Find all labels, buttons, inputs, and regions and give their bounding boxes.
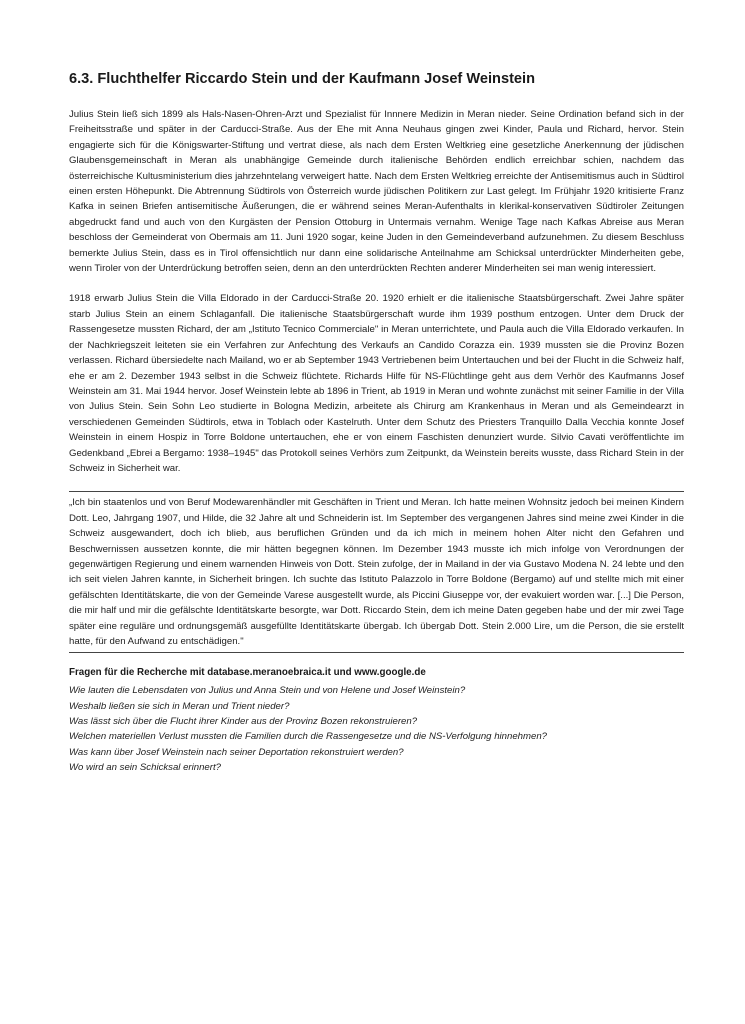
research-question: Weshalb ließen sie sich in Meran und Trient nieder? [69,700,290,712]
research-heading: Fragen für die Recherche mit database.meranoebraica.it und www.google.de [69,667,426,679]
interrogation-quote: „Ich bin staatenlos und von Beruf Modewarenhändler mit Geschäften in Trient und Meran. Ich hatte meinen Wohnsitz jedoch bei meinen Kindern Dott. Leo, Jahrgang 1907, und Hilde, die 32 Jahre alt und Schneiderin ist. Im September des vergangenen Jahres sind meine zwei Kinder in die Schweiz ausgewandert, doch ich blieb, aus beruflichen Gründen und da ich mich in meinem hohen Alter nicht den Gefahren und Beschwernissen aussetzen konnte, die mir hätten begegnen können. Im Dezember 1943 musste ich mich infolge von Verordnungen der gegenwärtigen Regierung und einem warnenden Hinweis von Dott. Stein zufolge, der in Mailand in der via Gustavo Modena N. 24 lebte und den ich seit vielen Jahren kannte, in Sicherheit bringen. Ich suchte das Istituto Palazzolo in Torre Boldone (Bergamo) auf und stellte mich mit einer gefälschten Identitätskarte, die von der Gemeinde Varese ausgestellt wurde, als Piccini Giuseppe vor, der evakuiert worden war. [...] Die Person, die mir half und mir die gefälschte Identitätskarte besorgte, war Dott. Riccardo Stein, dem ich meine Daten gegeben habe und der mir zwei Tage später eine reguläre und ordnungsgemäß ausgefüllte Identitätskarte übergab. Ich übergab Dott. Stein 2.000 Lire, um die Person, die sie erstellt hatte, für den Aufwand zu entschädigen." [69,491,684,653]
research-question: Was lässt sich über die Flucht ihrer Kinder aus der Provinz Bozen rekonstruieren? [69,716,418,727]
section-heading: 6.3. Fluchthelfer Riccardo Stein und der Kaufmann Josef Weinstein [69,71,536,87]
research-question: Was kann über Josef Weinstein nach seiner Deportation rekonstruiert werden? [69,746,404,758]
paragraph-julius-stein: Julius Stein ließ sich 1899 als Hals-Nasen-Ohren-Arzt und Spezialist für Innnere Medizin in Meran nieder. Seine Ordination befand sich in der Freiheitsstraße und später in der Carducci-Straße. Aus der Ehe mit Anna Neuhaus gingen zwei Kinder, Paula und Richard, hervor. Stein engagierte sich für die Königswarter-Stiftung und vertrat diese, als nach dem Ersten Weltkrieg eine gesetzliche Anerkennung der jüdischen Glaubensgemeinschaft in Meran als unabhängige Gemeinde durch italienische Behörden endlich erreichbar schien, nachdem das österreichische Kultusministerium dies jahrzehntelang verweigert hatte. Nach dem Ersten Weltkrieg erreichte der Antisemitismus auch in Südtirol einen ersten Höhepunkt. Die Abtrennung Südtirols von Österreich wurde jüdischen Politikern zur Last gelegt. Im Frühjahr 1920 kritisierte Franz Kafka in seinen Briefen antisemitische Äußerungen, die er während seines Meran-Aufenthalts in klerikal-konservativen Südtiroler Zeitungen abgedruckt fand und auch von den Kurgästen der Pension Ottoburg in Untermais vernahm. Wenige Tage nach Kafkas Abreise aus Meran beschloss der Gemeinderat von Obermais am 11. Juni 1920 sogar, keine Juden in den Gemeindeverband aufzunehmen. Zu diesem Beschluss bemerkte Julius Stein, dass es in Tirol offensichtlich nur dann eine solidarische Anteilnahme am Schicksal unterdrückter Minderheiten gebe, wenn Tiroler von der Unterdrückung betroffen seien, denn an den unterdrückten Rechten anderer Minderheiten sei man wenig interessiert. [69,109,684,275]
research-question: Wie lauten die Lebensdaten von Julius und Anna Stein und von Helene und Josef Weinstein? [69,685,466,697]
research-question: Welchen materiellen Verlust mussten die Familien durch die Rassengesetze und die NS-Verfolgung hinnehmen? [69,731,547,743]
paragraph-villa-eldorado: 1918 erwarb Julius Stein die Villa Eldorado in der Carducci-Straße 20. 1920 erhielt er die italienische Staatsbürgerschaft. Zwei Jahre später starb Julius Stein an einem Schlaganfall. Die italienische Staatsbürgerschaft wurde ihm 1939 posthum entzogen. Unter dem Druck der Rassengesetze mussten Richard, der am „Istituto Tecnico Commerciale" in Meran unterrichtete, und Paula auch die Villa Eldorado verkaufen. In der Nachkriegszeit leiteten sie ein Verfahren zur Anfechtung des Verkaufs an Candido Corazza ein. 1939 mussten sie die Provinz Bozen verlassen. Richard übersiedelte nach Mailand, wo er ab September 1943 Vertriebenen beim Untertauchen und bei der Flucht in die Schweiz half, ehe er am 2. Dezember 1943 selbst in die Schweiz flüchtete. Richards Hilfe für NS-Flüchtlinge geht aus dem Verhör des Kaufmanns Josef Weinstein am 31. Mai 1944 hervor. Josef Weinstein lebte ab 1896 in Trient, ab 1919 in Meran und wohnte zunächst mit seiner Familie in der Villa von Julius Stein. Sein Sohn Leo studierte in Bologna Medizin, arbeitete als Chirurg am Krankenhaus in Meran und als Gemeindearzt in verschiedenen Gemeinden Südtirols, etwa in Toblach oder Kastelruth. Unter dem Schutz des Priesters Tranquillo Dalla Vecchia konnte Josef Weinstein in einem Hospiz in Torre Boldone untertauchen, ehe er von einem Faschisten denunziert wurde. Silvio Cavati veröffentlichte im Gedenkband „Ebrei a Bergamo: 1938–1945" das Protokoll seines Verhörs zum Zeitpunkt, da Weinstein bereits wusste, dass Richard Stein in der Schweiz in Sicherheit war. [69,293,684,474]
research-question: Wo wird an sein Schicksal erinnert? [69,761,221,773]
research-question-list [69,683,684,775]
